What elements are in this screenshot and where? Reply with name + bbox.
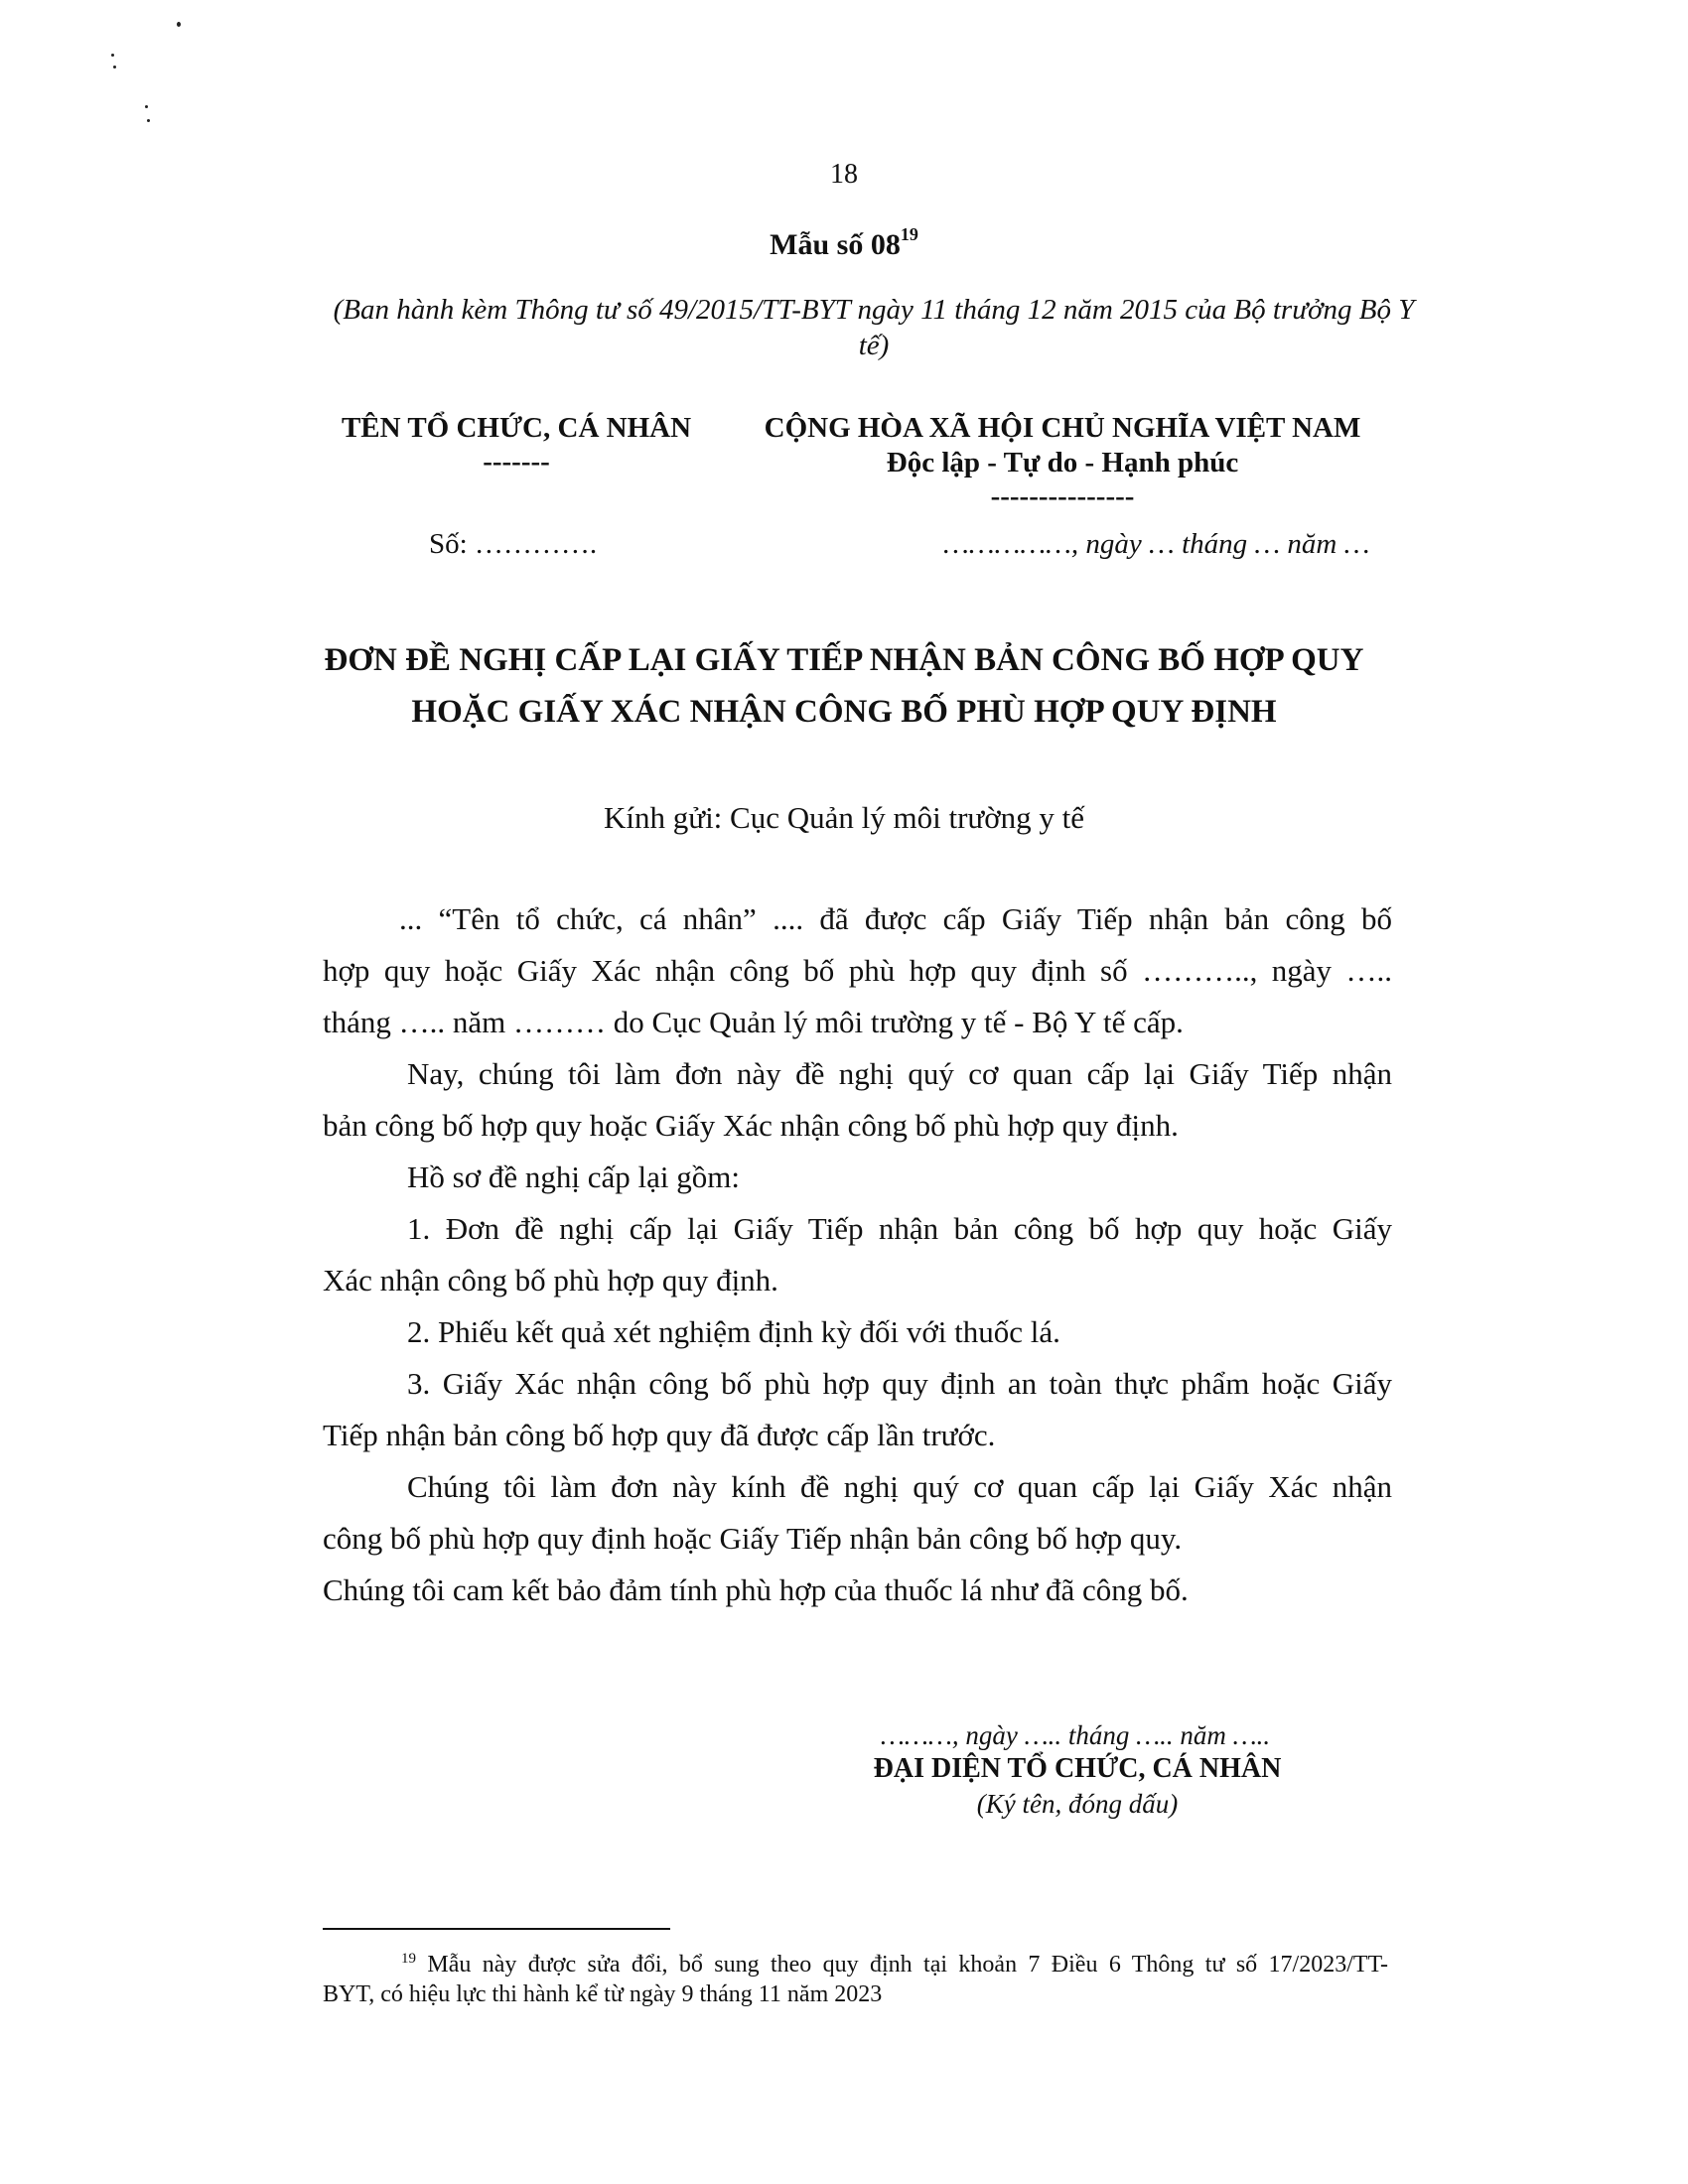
document-number: Số: …………. <box>429 528 598 560</box>
motto-divider: --------------- <box>990 480 1135 512</box>
body-line: tháng ….. năm ……… do Cục Quản lý môi trường y tế - Bộ Y tế cấp. <box>323 1005 1184 1039</box>
body-line: Hồ sơ đề nghị cấp lại gồm: <box>407 1160 740 1194</box>
body-line: bản công bố hợp quy hoặc Giấy Xác nhận công bố phù hợp quy định. <box>323 1108 1179 1143</box>
list-item: 2. Phiếu kết quả xét nghiệm định kỳ đối với thuốc lá. <box>407 1314 1060 1349</box>
signature-date: ………, ngày ….. tháng ….. năm ….. <box>880 1720 1271 1750</box>
body-line: Chúng tôi cam kết bảo đảm tính phù hợp của thuốc lá như đã công bố. <box>323 1572 1189 1607</box>
scan-speck <box>145 105 148 108</box>
footnote-text: Mẫu này được sửa đổi, bổ sung theo quy định tại khoản 7 Điều 6 Thông tư số 17/2023/TT- <box>416 1952 1388 1978</box>
document-date: ……………, ngày … tháng … năm … <box>943 528 1370 560</box>
body-line: Chúng tôi làm đơn này kính đề nghị quý cơ quan cấp lại Giấy Xác nhận <box>407 1469 1392 1504</box>
footnote-ref: 19 <box>900 224 918 244</box>
signature-note: (Ký tên, đóng dấu) <box>976 1789 1179 1819</box>
org-divider: ------- <box>483 446 550 478</box>
form-title-text: Mẫu số 08 <box>770 228 901 261</box>
list-item: 1. Đơn đề nghị cấp lại Giấy Tiếp nhận bản công bố hợp quy hoặc Giấy <box>407 1211 1392 1246</box>
document-title-line-1: ĐƠN ĐỀ NGHỊ CẤP LẠI GIẤY TIẾP NHẬN BẢN CÔNG BỐ HỢP QUY <box>324 642 1364 678</box>
form-title <box>0 224 1688 262</box>
body-line: hợp quy hoặc Giấy Xác nhận công bố phù hợp quy định số ……….., ngày ….. <box>323 953 1392 988</box>
list-item: Xác nhận công bố phù hợp quy định. <box>323 1263 778 1297</box>
footnote-divider <box>323 1928 670 1930</box>
body-line: ... “Tên tổ chức, cá nhân” .... đã được cấp Giấy Tiếp nhận bản công bố <box>399 901 1392 936</box>
footnote-line-2: BYT, có hiệu lực thi hành kể từ ngày 9 tháng 11 năm 2023 <box>323 1981 883 2007</box>
list-item: 3. Giấy Xác nhận công bố phù hợp quy định an toàn thực phẩm hoặc Giấy <box>407 1366 1392 1401</box>
nation-name: CỘNG HÒA XÃ HỘI CHỦ NGHĨA VIỆT NAM <box>764 412 1361 444</box>
body-line: công bố phù hợp quy định hoặc Giấy Tiếp nhận bản công bố hợp quy. <box>323 1521 1183 1556</box>
document-title-line-2: HOẶC GIẤY XÁC NHẬN CÔNG BỐ PHÙ HỢP QUY ĐỊNH <box>411 694 1277 730</box>
footnote-line-1 <box>401 1942 1388 1981</box>
scan-speck <box>113 66 116 68</box>
scan-speck <box>111 54 114 57</box>
page-number: 18 <box>830 159 858 190</box>
footnote-number: 19 <box>401 1951 416 1967</box>
org-name: TÊN TỔ CHỨC, CÁ NHÂN <box>341 412 692 444</box>
scan-speck <box>177 22 181 27</box>
issued-note: (Ban hành kèm Thông tư số 49/2015/TT-BYT ngày 11 tháng 12 năm 2015 của Bộ trưởng Bộ Y tế) <box>333 294 1415 361</box>
signature-title: ĐẠI DIỆN TỔ CHỨC, CÁ NHÂN <box>873 1753 1282 1784</box>
addressee: Kính gửi: Cục Quản lý môi trường y tế <box>604 800 1084 835</box>
national-motto: Độc lập - Tự do - Hạnh phúc <box>886 447 1239 478</box>
scan-speck <box>147 119 150 122</box>
body-line: Nay, chúng tôi làm đơn này đề nghị quý cơ quan cấp lại Giấy Tiếp nhận <box>407 1056 1392 1091</box>
list-item: Tiếp nhận bản công bố hợp quy đã được cấp lần trước. <box>323 1418 996 1452</box>
